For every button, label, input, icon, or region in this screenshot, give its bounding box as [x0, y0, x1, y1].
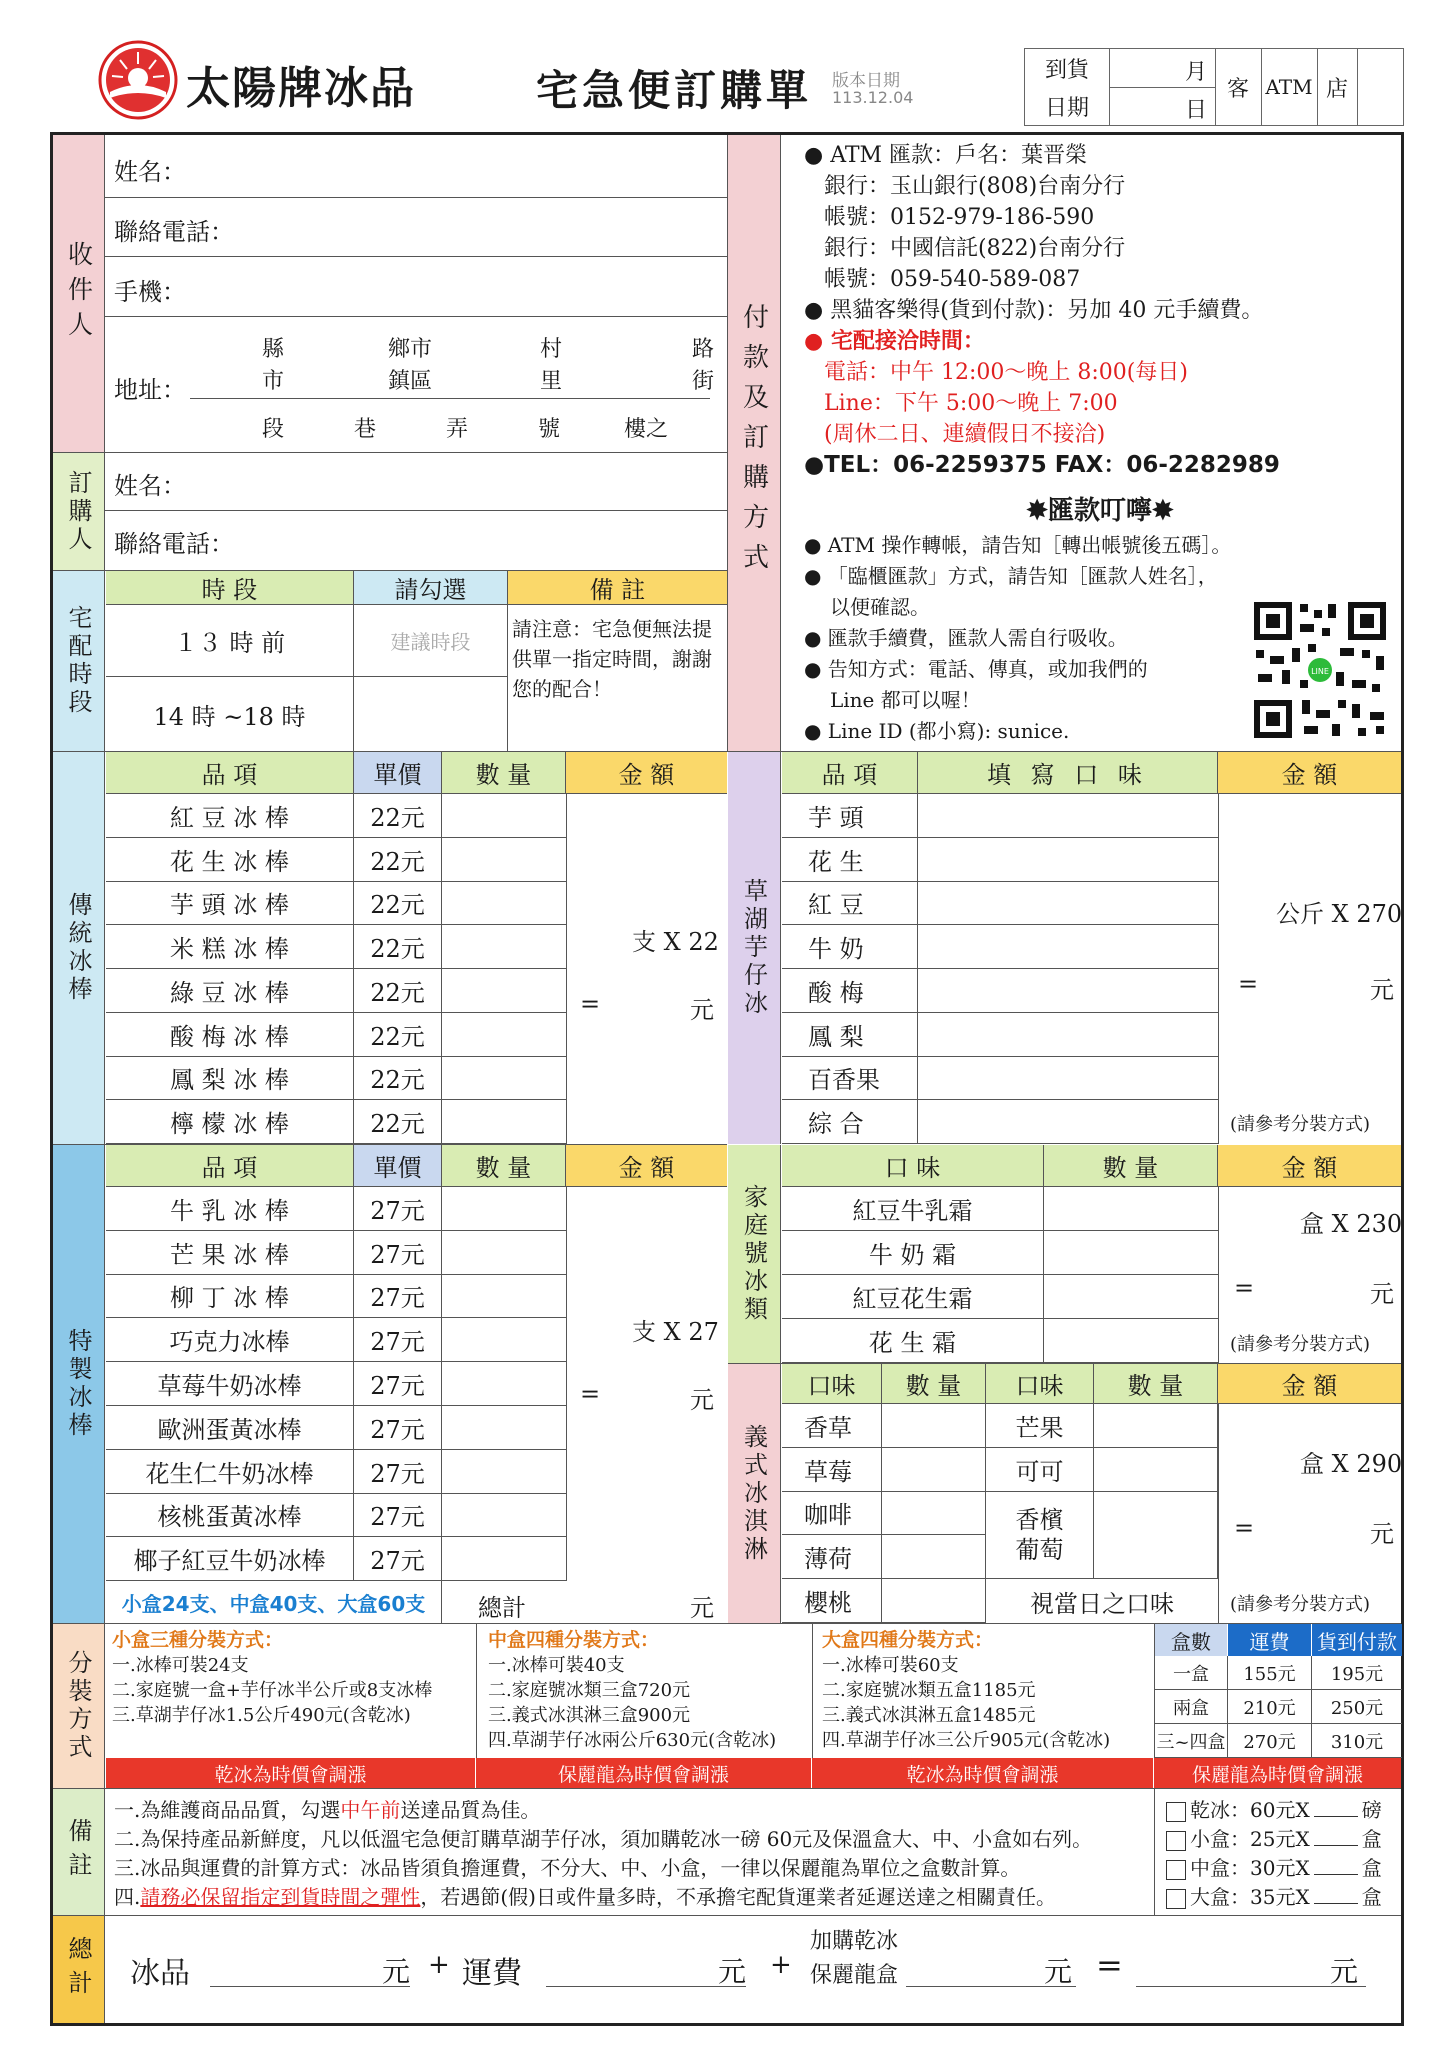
contact-phone-hours: 電話：中午 12:00～晚上 8:00(每日) [824, 360, 1188, 385]
trad-item-price: 22元 [354, 794, 442, 838]
taro-item-name: 綜 合 [782, 1100, 918, 1144]
trad-item-name: 芋 頭 冰 棒 [106, 882, 354, 926]
family-flavor: 牛 奶 霜 [782, 1231, 1044, 1275]
addon-dry-ice[interactable]: 乾冰：60元X 磅 [1166, 1796, 1382, 1825]
taro-item-header: 品 項 [782, 752, 918, 794]
bank-1: 銀行：玉山銀行(808)台南分行 [824, 174, 1126, 199]
italian-calc-rate: 盒 X 290 [1300, 1450, 1403, 1478]
version-date: 113.12.04 [832, 88, 914, 107]
addr-township: 鄉市 [388, 337, 433, 362]
special-item-name: 牛 乳 冰 棒 [106, 1187, 354, 1231]
trad-item-price: 22元 [354, 1057, 442, 1101]
orderer-section-label: 訂購人 [53, 453, 105, 570]
special-item-price: 27元 [354, 1450, 442, 1494]
shipping-fee-table: 盒數 運費 貨到付款 一盒 155元 195元 兩盒 210元 250元 三~四盒 270元 310元 [1154, 1624, 1401, 1758]
recipient-phone-field[interactable]: 聯絡電話： [114, 218, 234, 246]
remittance-notes: ● ATM 操作轉帳，請告知［轉出帳號後五碼］。 ● 「臨櫃匯款」方式，請告知［匯款人姓名］， 以便確認。 ● 匯款手續費，匯款人需自行吸收。 ● 告知方式：電話、傳真，或加我們的 Line 都可以喔！ ● Line ID (都小寫): sunice. [804, 533, 1232, 743]
special-item-name: 柳 丁 冰 棒 [106, 1275, 354, 1319]
special-price-header: 單價 [354, 1145, 442, 1187]
special-item-qty[interactable] [442, 1450, 566, 1494]
trad-item-name: 鳳 梨 冰 棒 [106, 1057, 354, 1101]
special-item-qty[interactable] [442, 1537, 566, 1581]
addon-large-box[interactable]: 大盒：35元X 盒 [1166, 1883, 1382, 1912]
taro-item-name: 百香果 [782, 1057, 918, 1101]
trad-item-header: 品 項 [106, 752, 354, 794]
delivery-note-header: 備 註 [508, 571, 727, 605]
line-qr-code[interactable] [1252, 600, 1388, 740]
slot-before-13-check[interactable]: 建議時段 [354, 605, 508, 677]
trad-item-price: 22元 [354, 1100, 442, 1144]
total-ice-label: 冰品 [130, 1956, 190, 1991]
family-qty[interactable] [1044, 1275, 1218, 1319]
trad-item-name: 綠 豆 冰 棒 [106, 969, 354, 1013]
family-calc-rate: 盒 X 230 [1300, 1210, 1403, 1238]
slot-14-18: 14 時 ~18 時 [106, 677, 354, 751]
total-addon-unit: 元 [1044, 1955, 1073, 1988]
taro-ref-note: (請參考分裝方式) [1230, 1114, 1371, 1135]
recipient-mobile-field[interactable]: 手機： [114, 278, 186, 306]
packing-large: 大盒四種分裝方式： 一.冰棒可裝60支 二.家庭號冰類五盒1185元 三.義式冰淇淋五盒1485元 四.草湖芋仔冰三公斤905元(含乾冰) [822, 1629, 1111, 1751]
family-ref-note: (請參考分裝方式) [1230, 1334, 1371, 1355]
total-ice-field[interactable] [210, 1986, 410, 1987]
trad-calc-unit[interactable]: 元 [690, 996, 714, 1024]
addr-floor: 樓之 [624, 417, 669, 442]
atm-account-name: ● ATM 匯款：戶名：葉晋榮 [804, 143, 1088, 168]
slot-14-18-check[interactable] [354, 677, 508, 751]
fee-shipping: 210元 [1228, 1690, 1312, 1724]
family-qty[interactable] [1044, 1319, 1218, 1363]
special-item-qty[interactable] [442, 1231, 566, 1275]
family-calc-eq: = [1234, 1274, 1255, 1302]
taro-calc-unit[interactable]: 元 [1370, 976, 1394, 1004]
atm-cell[interactable]: ATM [1265, 75, 1313, 99]
special-item-price: 27元 [354, 1231, 442, 1275]
special-item-name: 核桃蛋黃冰棒 [106, 1494, 354, 1538]
trad-item-price: 22元 [354, 1013, 442, 1057]
taro-item-name: 紅 豆 [782, 882, 918, 926]
fee-cod: 195元 [1312, 1656, 1402, 1690]
trad-item-name: 檸 檬 冰 棒 [106, 1100, 354, 1144]
taro-item-name: 芋 頭 [782, 794, 918, 838]
trad-item-qty[interactable] [442, 969, 566, 1013]
large-box-checkbox[interactable] [1166, 1889, 1186, 1909]
addr-county: 縣 [262, 337, 285, 362]
trad-item-qty[interactable] [442, 794, 566, 838]
fee-shipping: 270元 [1228, 1724, 1312, 1758]
italian-qty[interactable] [882, 1492, 986, 1536]
family-section-label: 家庭號冰類 [728, 1145, 781, 1363]
svg-text:LINE: LINE [1311, 667, 1329, 676]
trad-item-qty[interactable] [442, 1013, 566, 1057]
delivery-check-header: 請勾選 [354, 571, 508, 605]
taro-flavor-qty[interactable] [918, 925, 1218, 969]
trad-item-price: 22元 [354, 882, 442, 926]
delivery-time-header: 時 段 [106, 571, 354, 605]
italian-section-label: 義式冰淇淋 [728, 1364, 781, 1623]
italian-flavor: 咖啡 [782, 1492, 882, 1536]
equals: = [1096, 1946, 1123, 1984]
special-item-price: 27元 [354, 1362, 442, 1406]
special-item-price: 27元 [354, 1406, 442, 1450]
trad-calc-eq: = [580, 990, 601, 1018]
italian-qty-2[interactable] [1094, 1492, 1218, 1580]
trad-item-name: 花 生 冰 棒 [106, 838, 354, 882]
italian-qty-2[interactable] [1094, 1404, 1218, 1448]
trad-item-qty[interactable] [442, 838, 566, 882]
italian-today-note: 視當日之口味 [1030, 1589, 1174, 1618]
price-warning-bar: 乾冰為時價會調漲 保麗龍為時價會調漲 乾冰為時價會調漲 保麗龍為時價會調漲 [106, 1758, 1401, 1788]
special-total-label: 總計 [478, 1594, 526, 1622]
packing-section-label: 分裝方式 [53, 1624, 105, 1788]
remarks-section-label: 備註 [53, 1789, 105, 1915]
taro-flavor-header: 填 寫 口 味 [918, 752, 1218, 794]
remittance-reminder-title: ✸匯款叮嚀✸ [1026, 496, 1174, 526]
packing-small: 小盒三種分裝方式： 一.冰棒可裝24支 二.家庭號一盒+芋仔冰半公斤或8支冰棒 三.草湖芋仔冰1.5公斤490元(含乾冰) [112, 1629, 433, 1726]
grand-total-unit: 元 [1330, 1955, 1359, 1988]
small-box-checkbox[interactable] [1166, 1831, 1186, 1851]
taro-item-name: 花 生 [782, 838, 918, 882]
taro-flavor-qty[interactable] [918, 838, 1218, 882]
italian-qty-header: 數 量 [882, 1364, 986, 1404]
special-item-price: 27元 [354, 1318, 442, 1362]
form-title: 宅急便訂購單 [536, 66, 813, 115]
arrival-box [1024, 48, 1404, 126]
addr-number: 號 [538, 417, 561, 442]
italian-calc-eq: = [1234, 1514, 1255, 1542]
special-item-qty[interactable] [442, 1318, 566, 1362]
total-ice-unit: 元 [382, 1955, 411, 1988]
recipient-name-field[interactable]: 姓名： [114, 158, 186, 186]
special-calc-rate: 支 X 27 [632, 1318, 719, 1346]
trad-item-qty[interactable] [442, 1057, 566, 1101]
special-item-qty[interactable] [442, 1494, 566, 1538]
taro-calc-eq: = [1238, 970, 1259, 998]
taro-flavor-qty[interactable] [918, 969, 1218, 1013]
trad-price-header: 單價 [354, 752, 442, 794]
trad-item-name: 米 糕 冰 棒 [106, 925, 354, 969]
special-item-name: 椰子紅豆牛奶冰棒 [106, 1537, 354, 1581]
italian-flavor-2: 芒果 [986, 1404, 1094, 1448]
italian-ref-note: (請參考分裝方式) [1230, 1594, 1371, 1615]
special-item-name: 歐洲蛋黃冰棒 [106, 1406, 354, 1450]
total-section-label: 總計 [53, 1916, 105, 2023]
trad-qty-header: 數 量 [442, 752, 566, 794]
trad-item-price: 22元 [354, 838, 442, 882]
family-calc-unit[interactable]: 元 [1370, 1280, 1394, 1308]
delivery-note: 請注意：宅急便無法提供單一指定時間，謝謝您的配合！ [512, 617, 712, 701]
orderer-phone-field[interactable]: 聯絡電話： [114, 530, 234, 558]
italian-qty-2[interactable] [1094, 1448, 1218, 1492]
trad-item-qty[interactable] [442, 925, 566, 969]
trad-amount-header: 金 額 [566, 752, 727, 794]
fee-boxes: 三~四盒 [1155, 1724, 1228, 1758]
special-item-name: 巧克力冰棒 [106, 1318, 354, 1362]
recipient-section-label: 收件人 [53, 135, 105, 453]
total-ship-unit: 元 [718, 1955, 747, 1988]
taro-item-name: 酸 梅 [782, 969, 918, 1013]
taro-flavor-qty[interactable] [918, 1100, 1218, 1144]
family-flavor: 花 生 霜 [782, 1319, 1044, 1363]
trad-item-name: 酸 梅 冰 棒 [106, 1013, 354, 1057]
italian-flavor: 薄荷 [782, 1535, 882, 1579]
family-flavor: 紅豆花生霜 [782, 1275, 1044, 1319]
italian-calc-unit[interactable]: 元 [1370, 1520, 1394, 1548]
special-item-price: 27元 [354, 1275, 442, 1319]
special-calc-unit[interactable]: 元 [690, 1386, 714, 1414]
addr-li: 里 [540, 369, 563, 394]
italian-amount-header: 金 額 [1218, 1364, 1401, 1404]
taro-section-label: 草湖芋仔冰 [728, 752, 781, 1144]
special-calc-eq: = [580, 1380, 601, 1408]
total-addon-label-2: 保麗龍盒 [810, 1963, 899, 1988]
taro-flavor-qty[interactable] [918, 1057, 1218, 1101]
trad-item-qty[interactable] [442, 1100, 566, 1144]
packing-medium: 中盒四種分裝方式： 一.冰棒可裝40支 二.家庭號冰類三盒720元 三.義式冰淇淋三盒900元 四.草湖芋仔冰兩公斤630元(含乾冰) [488, 1629, 777, 1751]
special-item-qty[interactable] [442, 1362, 566, 1406]
total-addon-label-1: 加購乾冰 [810, 1929, 899, 1954]
italian-flavor-2: 香檳葡萄 [986, 1492, 1094, 1580]
payment-info [804, 140, 1280, 481]
italian-qty[interactable] [882, 1535, 986, 1579]
special-item-qty[interactable] [442, 1187, 566, 1231]
special-total-field[interactable]: 元 [690, 1594, 714, 1622]
box-capacity-note: 小盒24支、中盒40支、大盒60支 [106, 1581, 442, 1623]
italian-flavor-2: 可可 [986, 1448, 1094, 1492]
addr-alley: 弄 [446, 417, 469, 442]
addr-section: 段 [262, 417, 285, 442]
qr-code-icon [1252, 600, 1388, 740]
recipient-address-field[interactable]: 地址： [114, 376, 186, 404]
customer-cell[interactable]: 客 [1226, 76, 1249, 102]
addon-small-box[interactable]: 小盒：25元X 盒 [1166, 1825, 1382, 1854]
fee-cod: 310元 [1312, 1724, 1402, 1758]
italian-flavor: 香草 [782, 1404, 882, 1448]
payment-section-label: 付款及訂購方式 [727, 135, 781, 751]
taro-flavor-qty[interactable] [918, 882, 1218, 926]
trad-item-price: 22元 [354, 925, 442, 969]
family-qty[interactable] [1044, 1187, 1218, 1231]
contact-line-hours: Line：下午 5:00～晚上 7:00 [824, 391, 1118, 416]
special-item-price: 27元 [354, 1494, 442, 1538]
addr-city: 市 [262, 369, 285, 394]
account-2: 帳號：059-540-589-087 [824, 267, 1081, 292]
sun-logo-icon [98, 40, 178, 120]
taro-calc-rate: 公斤 X 270 [1276, 900, 1403, 928]
cod-note: ● 黑貓客樂得(貨到付款)：另加 40 元手續費。 [804, 298, 1264, 323]
traditional-section-label: 傳統冰棒 [53, 752, 105, 1144]
addr-village: 村 [540, 337, 563, 362]
special-item-qty[interactable] [442, 1406, 566, 1450]
special-section-label: 特製冰棒 [53, 1145, 105, 1623]
version-label: 版本日期 [832, 71, 900, 91]
addon-options [1166, 1796, 1382, 1912]
store-cell[interactable]: 店 [1325, 76, 1348, 102]
account-1: 帳號：0152-979-186-590 [824, 205, 1095, 230]
italian-qty[interactable] [882, 1448, 986, 1492]
trad-calc-rate: 支 X 22 [632, 928, 719, 956]
addr-district: 鎮區 [388, 369, 433, 394]
dry-ice-checkbox[interactable] [1166, 1802, 1186, 1822]
trad-item-name: 紅 豆 冰 棒 [106, 794, 354, 838]
italian-flavor: 櫻桃 [782, 1579, 882, 1623]
tel-fax: ●TEL：06-2259375 FAX：06-2282989 [804, 452, 1280, 478]
orderer-name-field[interactable]: 姓名： [114, 472, 186, 500]
date-label: 日期 [1044, 96, 1089, 121]
special-item-header: 品 項 [106, 1145, 354, 1187]
italian-flavor: 草莓 [782, 1448, 882, 1492]
taro-flavor-qty[interactable] [918, 794, 1218, 838]
italian-qty2-header: 數 量 [1094, 1364, 1218, 1404]
trad-item-qty[interactable] [442, 882, 566, 926]
italian-flavor-header: 口味 [782, 1364, 882, 1404]
fee-boxes: 兩盒 [1155, 1690, 1228, 1724]
family-qty-header: 數 量 [1044, 1145, 1218, 1187]
contact-holiday-note: (周休二日、連續假日不接洽) [824, 422, 1106, 447]
addr-lane: 巷 [354, 417, 377, 442]
fee-cod: 250元 [1312, 1690, 1402, 1724]
brand-name: 太陽牌冰品 [186, 63, 416, 114]
delivery-section-label: 宅配時段 [53, 571, 105, 751]
bank-2: 銀行：中國信託(822)台南分行 [824, 236, 1126, 261]
plus-2: + [770, 1950, 792, 1980]
special-item-price: 27元 [354, 1537, 442, 1581]
family-qty[interactable] [1044, 1231, 1218, 1275]
logo [98, 40, 178, 120]
total-ship-field[interactable] [546, 1986, 746, 1987]
special-item-name: 草莓牛奶冰棒 [106, 1362, 354, 1406]
fee-boxes: 一盒 [1155, 1656, 1228, 1690]
addon-medium-box[interactable]: 中盒：30元X 盒 [1166, 1854, 1382, 1883]
italian-qty[interactable] [882, 1404, 986, 1448]
special-qty-header: 數 量 [442, 1145, 566, 1187]
family-flavor-header: 口 味 [782, 1145, 1044, 1187]
arrival-label: 到貨 [1044, 58, 1089, 83]
special-item-price: 27元 [354, 1187, 442, 1231]
plus-1: + [428, 1950, 450, 1980]
total-ship-label: 運費 [462, 1956, 522, 1991]
special-item-name: 芒 果 冰 棒 [106, 1231, 354, 1275]
fee-shipping: 155元 [1228, 1656, 1312, 1690]
special-item-name: 花生仁牛奶冰棒 [106, 1450, 354, 1494]
slot-before-13: １３ 時 前 [106, 605, 354, 677]
remarks-text: 一.為維護商品品質，勾選中午前送達品質為佳。 二.為保持產品新鮮度，凡以低溫宅急便訂購草湖芋仔冰，須加購乾冰一磅 60元及保溫盒大、中、小盒如右列。 三.冰品與運費的計算方式：冰品皆須負擔運費，不分大、中、小盒，一律以保麗龍為單位之盒數計算。 四.請務必保留指定到貨時間之彈性，若遇節(假)日或件量多時，不承擔宅配貨運業者延遲送達之相關責任。 [114, 1798, 1093, 1909]
taro-amount-header: 金 額 [1218, 752, 1401, 794]
contact-hours-title: ● 宅配接洽時間： [804, 328, 985, 354]
taro-flavor-qty[interactable] [918, 1013, 1218, 1057]
family-amount-header: 金 額 [1218, 1145, 1401, 1187]
addr-road: 路 [692, 337, 715, 362]
taro-item-name: 鳳 梨 [782, 1013, 918, 1057]
day-field[interactable]: 日 [1185, 98, 1208, 123]
italian-qty[interactable] [882, 1579, 986, 1623]
addr-street: 街 [692, 369, 715, 394]
special-item-qty[interactable] [442, 1275, 566, 1319]
trad-item-price: 22元 [354, 969, 442, 1013]
taro-item-name: 牛 奶 [782, 925, 918, 969]
family-flavor: 紅豆牛乳霜 [782, 1187, 1044, 1231]
italian-flavor2-header: 口味 [986, 1364, 1094, 1404]
medium-box-checkbox[interactable] [1166, 1860, 1186, 1880]
month-field[interactable]: 月 [1185, 60, 1208, 85]
special-amount-header: 金 額 [566, 1145, 727, 1187]
